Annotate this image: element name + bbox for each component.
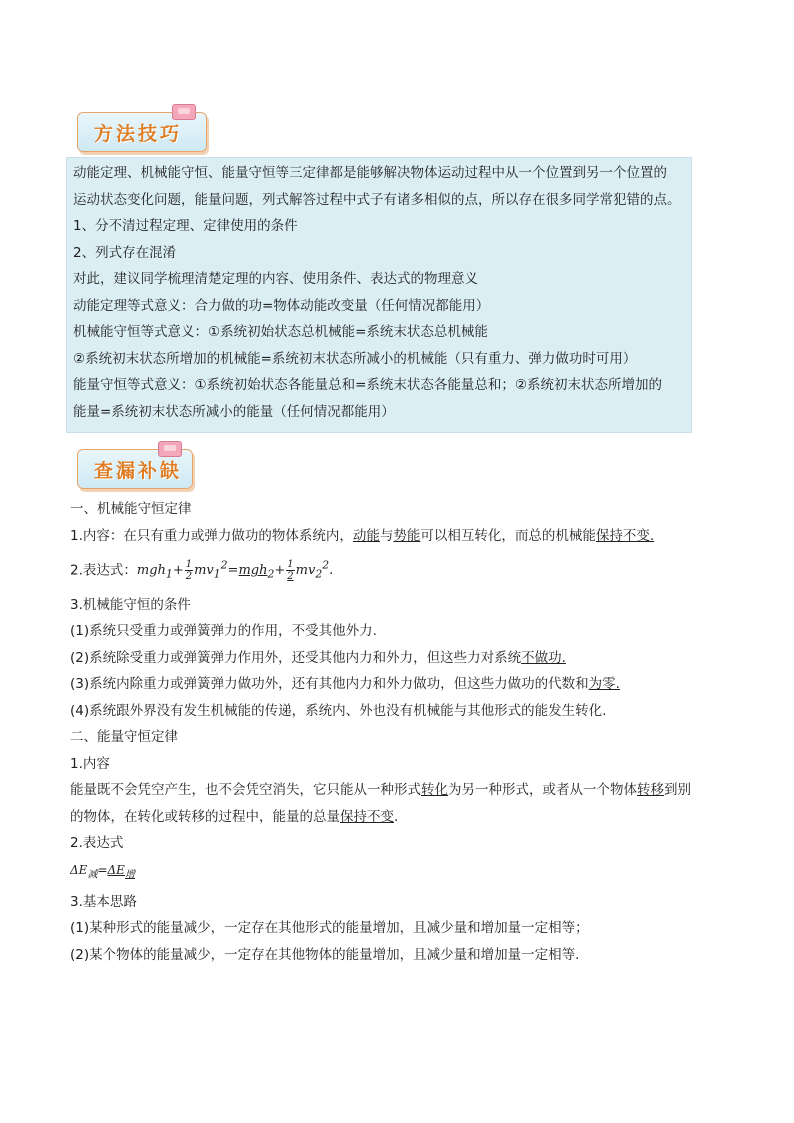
underlined-term: 势能	[393, 527, 421, 544]
numerator: 1	[185, 559, 193, 571]
subscript: 1	[213, 567, 221, 581]
condition-item	[70, 671, 710, 698]
tips-line: 动能定理等式意义：合力做的功=物体动能改变量（任何情况都能用）	[73, 297, 490, 314]
tips-line: 机械能守恒等式意义：①系统初始状态总机械能=系统末状态总机械能	[73, 324, 488, 340]
operator: =	[97, 862, 108, 877]
tips-line: 2、列式存在混淆	[73, 244, 177, 261]
underlined-term: 转移	[637, 782, 664, 799]
condition-item	[70, 645, 710, 672]
fraction	[185, 559, 193, 582]
term: mgh	[136, 563, 166, 579]
tips-line: 运动状态变化问题，能量问题，列式解答过程中式子有诸多相似的点，所以存在很多同学常犯错的点。	[73, 191, 681, 208]
expression-label: 2.表达式：	[70, 562, 137, 579]
operator: .	[329, 563, 334, 579]
subscript: 增	[124, 869, 135, 881]
subscript: 1	[165, 567, 173, 581]
subscript: 减	[87, 869, 98, 881]
text: .	[394, 808, 399, 825]
clip-icon	[158, 441, 182, 457]
underlined-term: 保持不变.	[595, 527, 655, 544]
term: mgh	[238, 563, 268, 579]
section-badge-methods	[77, 112, 207, 152]
text: 可以相互转化，而总的机械能	[420, 527, 596, 544]
term: mv	[295, 563, 316, 579]
underlined-term: 动能	[352, 527, 380, 544]
idea-item: (1)某种形式的能量减少，一定存在其他形式的能量增加，且减少量和增加量一定相等；	[70, 920, 589, 937]
tips-line: 对此，建议同学梳理清楚定理的内容、使用条件、表达式的物理意义	[73, 271, 478, 287]
operator: +	[274, 563, 286, 579]
subscript: 2	[267, 567, 275, 581]
term: ΔE	[107, 862, 125, 877]
operator: +	[172, 563, 184, 579]
idea-heading: 3.基本思路	[70, 893, 137, 910]
term: ΔE	[70, 862, 88, 877]
heading-mechanical-energy: 一、机械能守恒定律	[70, 501, 192, 517]
condition-item: (4)系统跟外界没有发生机械能的传递，系统内、外也没有机械能与其他形式的能发生转化.	[70, 702, 607, 719]
superscript: 2	[322, 559, 330, 572]
conditions-heading: 3.机械能守恒的条件	[70, 596, 191, 613]
tips-line: 能量=系统初末状态所减小的能量（任何情况都能用）	[73, 403, 395, 420]
formula	[136, 559, 334, 583]
text: 能量既不会凭空产生，也不会凭空消失，它只能从一种形式	[70, 782, 421, 799]
section-title: 查漏补缺	[94, 459, 183, 482]
expr2-heading: 2.表达式	[70, 835, 124, 852]
text: 的物体，在转化或转移的过程中，能量的总量	[70, 808, 340, 825]
denominator: 2	[185, 571, 193, 583]
tips-line: 动能定理、机械能守恒、能量守恒等三定律都是能够解决物体运动过程中从一个位置到另一个位置的	[73, 165, 667, 181]
main-content	[70, 496, 710, 968]
content-line	[70, 523, 710, 550]
text: (3)系统内除重力或弹簧弹力做功外，还有其他内力和外力做功，但这些力做功的代数和	[70, 676, 589, 693]
section-badge-review	[77, 449, 193, 489]
text: 1.内容：在只有重力或弹力做功的物体系统内，	[70, 527, 353, 544]
content2-heading: 1.内容	[70, 755, 110, 772]
text: (2)系统除受重力或弹簧弹力作用外，还受其他内力和外力，但这些力对系统	[70, 649, 522, 666]
tips-box	[66, 157, 692, 433]
condition-item: (1)系统只受重力或弹簧弹力的作用，不受其他外力.	[70, 623, 377, 640]
tips-line: ②系统初末状态所增加的机械能=系统初末状态所减小的机械能（只有重力、弹力做功时可用）	[73, 350, 637, 367]
content2-line	[70, 804, 710, 831]
expr2-formula	[70, 857, 710, 889]
numerator: 1	[287, 559, 294, 571]
tips-line: 1、分不清过程定理、定律使用的条件	[73, 218, 298, 234]
text: 为另一种形式，或者从一个物体	[448, 782, 637, 799]
fraction	[286, 559, 294, 582]
term: mv	[194, 563, 214, 579]
content2-line	[70, 777, 710, 804]
heading-energy-conservation: 二、能量守恒定律	[70, 729, 178, 746]
clip-icon	[172, 104, 196, 120]
superscript: 2	[220, 559, 228, 572]
text: 与	[379, 527, 394, 544]
idea-item: (2)某个物体的能量减少，一定存在其他物体的能量增加，且减少量和增加量一定相等.	[70, 946, 580, 963]
expression-line	[70, 549, 710, 592]
operator: =	[227, 563, 239, 579]
denominator: 2	[287, 571, 294, 583]
underlined-term: 不做功.	[521, 649, 566, 666]
underlined-term: 保持不变	[340, 808, 394, 825]
text: 到别	[664, 782, 691, 799]
section-title: 方法技巧	[94, 122, 183, 145]
tips-line: 能量守恒等式意义：①系统初始状态各能量总和=系统末状态各能量总和；②系统初末状态所增加的	[73, 377, 663, 393]
underlined-term: 为零.	[588, 676, 620, 693]
subscript: 2	[315, 567, 323, 581]
underlined-term: 转化	[421, 782, 448, 799]
